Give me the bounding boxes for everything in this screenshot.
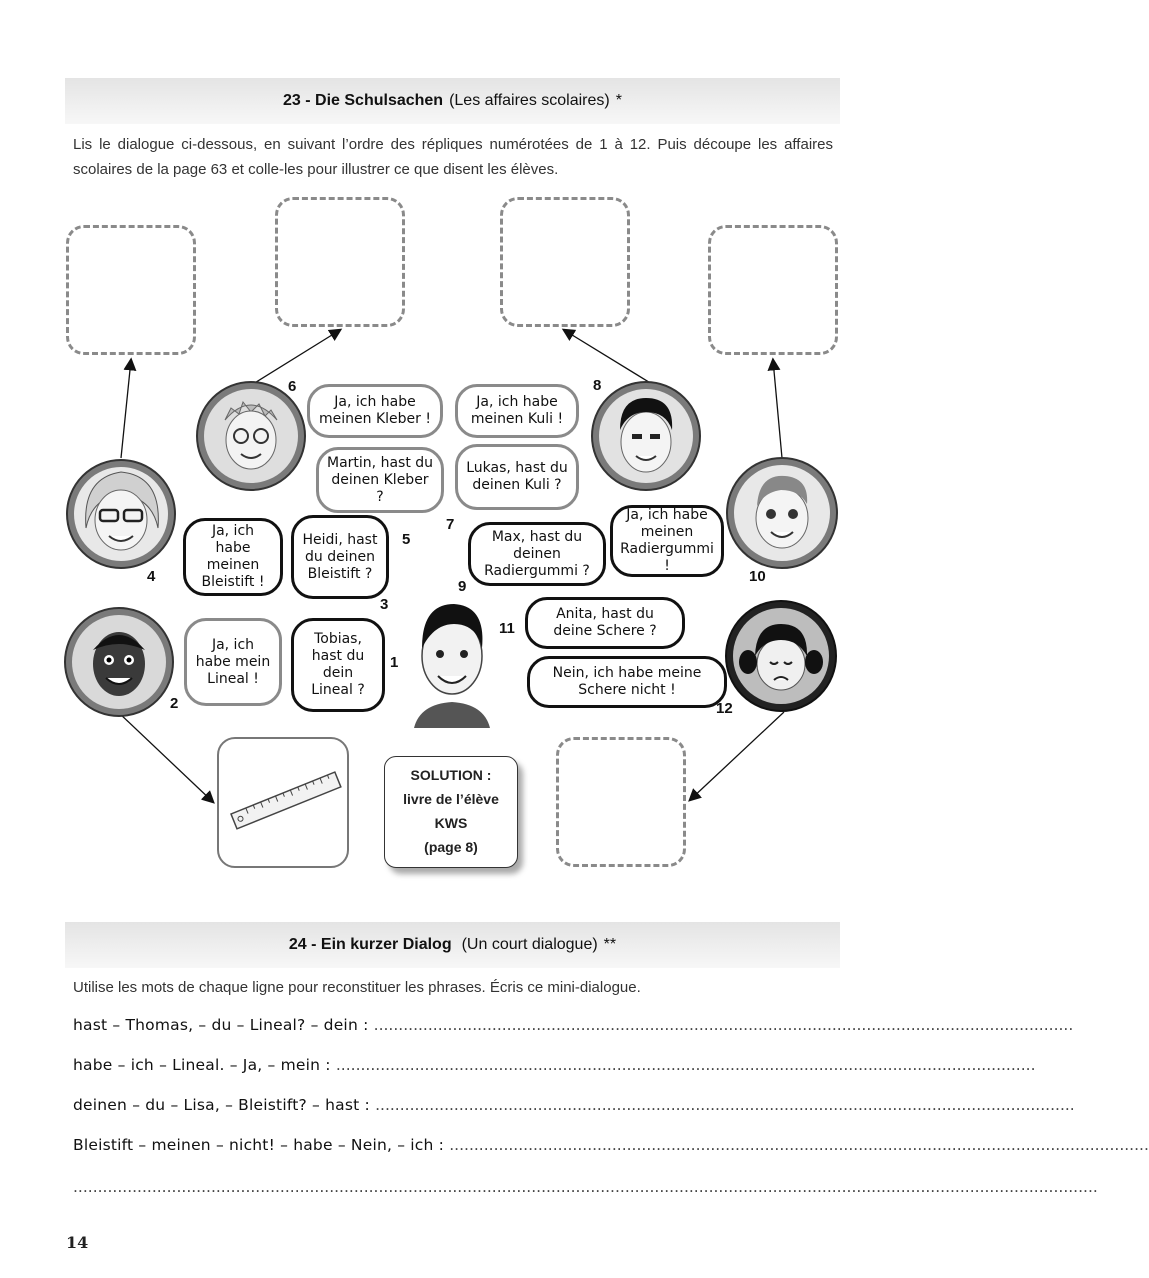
exercise-24-header xyxy=(65,922,840,968)
speech-bubble-10: Ja, ich habe meinen Radiergummi ! xyxy=(610,505,724,577)
dialogue-number-11: 11 xyxy=(499,620,515,637)
speech-bubble-4: Ja, ich habe meinen Bleistift ! xyxy=(183,518,283,596)
speech-bubble-12: Nein, ich habe meine Schere nicht ! xyxy=(527,656,727,708)
solution-label: SOLUTION : xyxy=(410,767,492,783)
dialogue-number-2: 2 xyxy=(170,695,179,712)
answer-line-3[interactable]: .............................................................................................................................................. xyxy=(375,1096,1075,1114)
solution-source: livre de l’élève xyxy=(403,791,499,807)
arrow-martin xyxy=(253,330,340,384)
scrambled-words-3: deinen – du – Lisa, – Bleistift? – hast : xyxy=(73,1096,370,1114)
scrambled-line-1[interactable] xyxy=(73,1016,1074,1034)
dialogue-number-9: 9 xyxy=(458,578,467,595)
scrambled-words-1: hast – Thomas, – du – Lineal? – dein : xyxy=(73,1016,369,1034)
dialogue-number-8: 8 xyxy=(593,377,602,394)
difficulty-stars: ** xyxy=(603,936,617,953)
dialogue-number-7: 7 xyxy=(446,516,455,533)
avatar-center-boy xyxy=(410,598,494,728)
speech-bubble-1: Tobias, hast du dein Lineal ? xyxy=(291,618,385,712)
exercise-23-title: 23 - Die Schulsachen xyxy=(283,92,444,109)
answer-line-5[interactable]: ................................................................................................................................................................................................................ xyxy=(73,1178,1098,1196)
exercise-24-subtitle: (Un court dialogue) xyxy=(461,936,598,953)
speech-bubble-3: Heidi, hast du deinen Bleistift ? xyxy=(291,515,389,599)
arrow-lukas xyxy=(564,330,652,384)
exercise-24-instruction: Utilise les mots de chaque ligne pour reconstituer les phrases. Écris ce mini-dialogue. xyxy=(73,979,641,996)
arrow-max xyxy=(773,360,782,458)
answer-line-2[interactable]: .............................................................................................................................................. xyxy=(335,1056,1036,1074)
dialogue-number-6: 6 xyxy=(288,378,297,395)
avatar-max xyxy=(725,456,839,570)
arrow-tobias xyxy=(118,712,213,802)
speech-bubble-6: Ja, ich habe meinen Kleber ! xyxy=(307,384,443,438)
avatar-lukas xyxy=(590,380,702,492)
exercise-23-subtitle: (Les affaires scolaires) xyxy=(449,92,610,109)
exercise-24-title: 24 - Ein kurzer Dialog xyxy=(288,936,452,953)
arrow-anita xyxy=(690,712,784,800)
scrambled-line-2[interactable] xyxy=(73,1056,1036,1074)
scrambled-words-2: habe – ich – Lineal. – Ja, – mein : xyxy=(73,1056,331,1074)
scrambled-line-4[interactable] xyxy=(73,1136,1149,1154)
exercise-23-instruction: Lis le dialogue ci-dessous, en suivant l’ordre des répliques numérotées de 1 à 12. Puis découpe les affaires scolaires de la page 63 et colle-les pour illustrer ce que disent les élèves. xyxy=(73,136,833,178)
answer-line-4[interactable]: .............................................................................................................................................. xyxy=(449,1136,1149,1154)
avatar-martin xyxy=(195,380,307,492)
page-number: 14 xyxy=(66,1233,89,1252)
dialogue-number-4: 4 xyxy=(147,568,156,585)
dialogue-number-10: 10 xyxy=(749,568,766,585)
scrambled-words-4: Bleistift – meinen – nicht! – habe – Nein, – ich : xyxy=(73,1136,445,1154)
avatar-anita xyxy=(722,600,840,712)
difficulty-star: * xyxy=(615,92,622,109)
avatar-tobias xyxy=(62,612,179,712)
speech-bubble-11: Anita, hast du deine Schere ? xyxy=(525,597,685,649)
speech-bubble-7: Lukas, hast du deinen Kuli ? xyxy=(455,444,579,510)
dialogue-number-12: 12 xyxy=(716,700,733,717)
avatar-heidi xyxy=(64,458,178,570)
solution-box xyxy=(384,756,518,868)
speech-bubble-8: Ja, ich habe meinen Kuli ! xyxy=(455,384,579,438)
scrambled-line-3[interactable] xyxy=(73,1096,1075,1114)
solution-page: (page 8) xyxy=(424,839,478,855)
speech-bubble-5: Martin, hast du deinen Kleber ? xyxy=(316,447,444,513)
solution-code: KWS xyxy=(434,815,468,831)
speech-bubble-9: Max, hast du deinen Radiergummi ? xyxy=(468,522,606,586)
answer-line-1[interactable]: .............................................................................................................................................. xyxy=(373,1016,1074,1034)
dialogue-number-3: 3 xyxy=(380,596,389,613)
dialogue-number-1: 1 xyxy=(390,654,399,671)
dialogue-number-5: 5 xyxy=(402,531,411,548)
arrow-heidi xyxy=(121,360,131,458)
speech-bubble-2: Ja, ich habe mein Lineal ! xyxy=(184,618,282,706)
